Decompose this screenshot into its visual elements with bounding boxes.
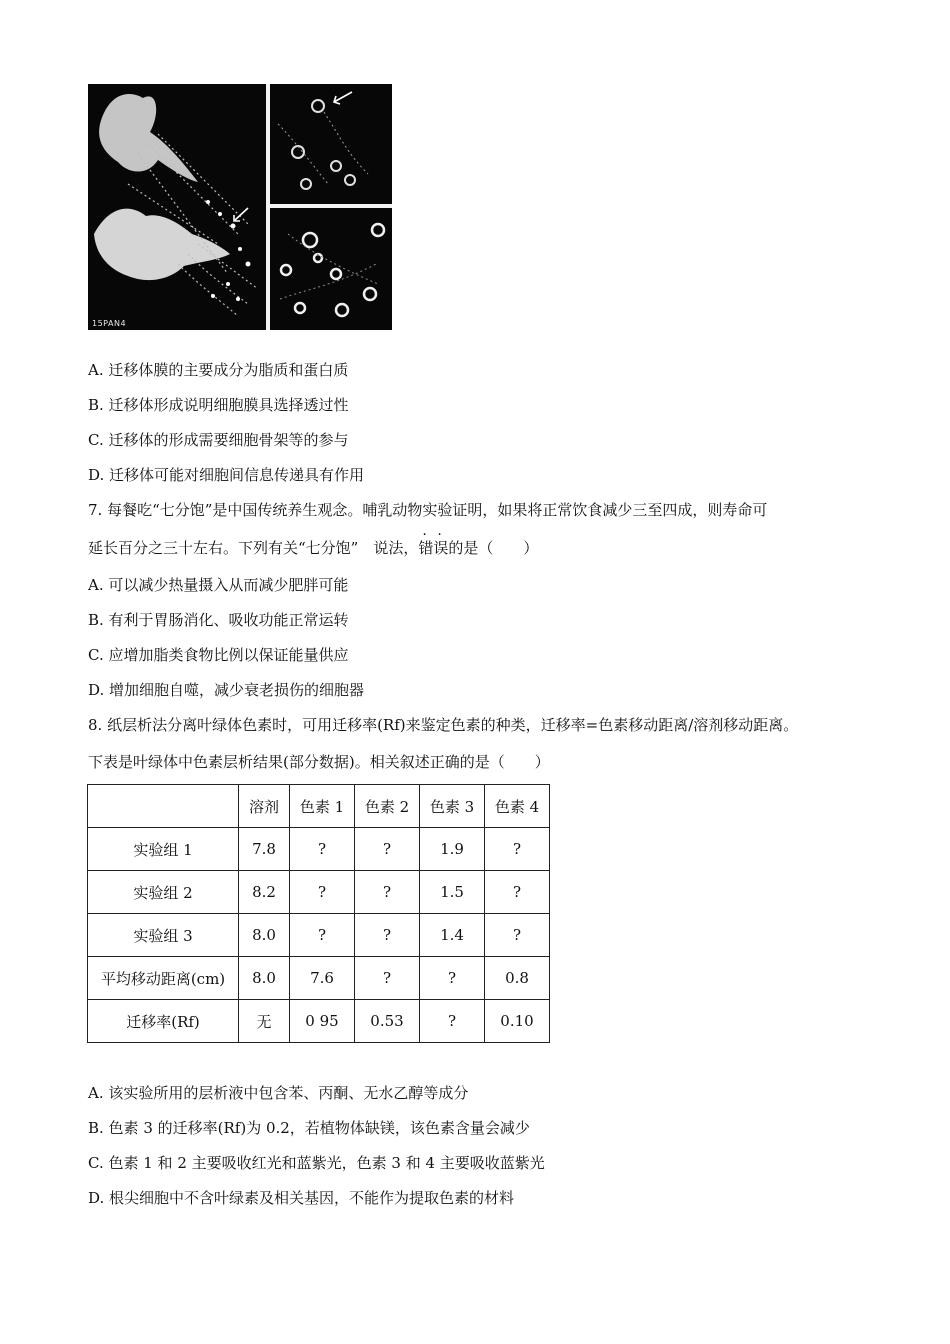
table-header-cell: 色素 3 bbox=[420, 785, 485, 828]
table-cell: ? bbox=[290, 914, 355, 957]
q7-stem-post: 的是（ ） bbox=[448, 539, 539, 557]
table-cell: 8.2 bbox=[239, 871, 290, 914]
q6-option-b: B. 迁移体形成说明细胞膜具选择透过性 bbox=[88, 396, 349, 414]
table-cell: 8.0 bbox=[239, 957, 290, 1000]
table-cell: 无 bbox=[239, 1000, 290, 1043]
table-cell: ? bbox=[290, 871, 355, 914]
table-cell: 1.5 bbox=[420, 871, 485, 914]
micrograph-figure bbox=[88, 84, 392, 330]
table-cell: 平均移动距离(cm) bbox=[88, 957, 239, 1000]
pigment-rf-table bbox=[87, 784, 550, 1043]
q6-option-d: D. 迁移体可能对细胞间信息传递具有作用 bbox=[88, 466, 365, 484]
table-header-cell: 色素 2 bbox=[355, 785, 420, 828]
micrograph-image bbox=[88, 84, 392, 330]
table-cell: 7.8 bbox=[239, 828, 290, 871]
figure-label: 15PAN4 bbox=[92, 319, 127, 328]
table-row bbox=[88, 957, 550, 1000]
table-cell: ? bbox=[355, 914, 420, 957]
table-cell: ? bbox=[420, 1000, 485, 1043]
table-cell: 1.4 bbox=[420, 914, 485, 957]
table-cell: 0.53 bbox=[355, 1000, 420, 1043]
table-cell: 实验组 2 bbox=[88, 871, 239, 914]
q8-option-c: C. 色素 1 和 2 主要吸收红光和蓝紫光，色素 3 和 4 主要吸收蓝紫光 bbox=[88, 1154, 545, 1172]
q7-option-d: D. 增加细胞自噬，减少衰老损伤的细胞器 bbox=[88, 681, 365, 699]
table-cell: ? bbox=[485, 871, 550, 914]
table-header-cell bbox=[88, 785, 239, 828]
q8-option-d: D. 根尖细胞中不含叶绿素及相关基因，不能作为提取色素的材料 bbox=[88, 1189, 515, 1207]
q7-stem-pre: 延长百分之三十左右。下列有关“七分饱” 说法， bbox=[88, 539, 419, 557]
table-row bbox=[88, 871, 550, 914]
q8-option-b: B. 色素 3 的迁移率(Rf)为 0.2，若植物体缺镁，该色素含量会减少 bbox=[88, 1119, 530, 1137]
q8-option-a: A. 该实验所用的层析液中包含苯、丙酮、无水乙醇等成分 bbox=[88, 1084, 469, 1102]
q8-stem-line1: 8. 纸层析法分离叶绿体色素时，可用迁移率(Rf)来鉴定色素的种类，迁移率=色素移动距离/溶剂移动距离。 bbox=[88, 716, 799, 734]
table-cell: 实验组 1 bbox=[88, 828, 239, 871]
q6-option-a: A. 迁移体膜的主要成分为脂质和蛋白质 bbox=[88, 361, 349, 379]
table-cell: 1.9 bbox=[420, 828, 485, 871]
q7-option-b: B. 有利于胃肠消化、吸收功能正常运转 bbox=[88, 611, 349, 629]
table-cell: 8.0 bbox=[239, 914, 290, 957]
table-header-cell: 色素 4 bbox=[485, 785, 550, 828]
table-cell: 实验组 3 bbox=[88, 914, 239, 957]
table-header-cell: 溶剂 bbox=[239, 785, 290, 828]
q8-stem-line2: 下表是叶绿体中色素层析结果(部分数据)。相关叙述正确的是（ ） bbox=[88, 753, 550, 771]
table-cell: ? bbox=[355, 828, 420, 871]
table-cell: 7.6 bbox=[290, 957, 355, 1000]
q7-option-a: A. 可以减少热量摄入从而减少肥胖可能 bbox=[88, 576, 349, 594]
table-header-cell: 色素 1 bbox=[290, 785, 355, 828]
table-cell: ? bbox=[485, 914, 550, 957]
table-row bbox=[88, 914, 550, 957]
q7-emphasis-char-2: 误 bbox=[433, 539, 449, 557]
table-cell: 0 95 bbox=[290, 1000, 355, 1043]
q7-emphasis-char-1: 错 bbox=[418, 539, 434, 557]
table-header-row bbox=[88, 785, 550, 828]
table-row bbox=[88, 1000, 550, 1043]
table-cell: ? bbox=[485, 828, 550, 871]
q7-stem-line2 bbox=[88, 538, 538, 558]
table-cell: ? bbox=[355, 957, 420, 1000]
q7-stem-line1: 7. 每餐吃“七分饱”是中国传统养生观念。哺乳动物实验证明，如果将正常饮食减少三至四成，则寿命可 bbox=[88, 501, 768, 519]
q6-option-c: C. 迁移体的形成需要细胞骨架等的参与 bbox=[88, 431, 349, 449]
table-cell: ? bbox=[420, 957, 485, 1000]
table-row bbox=[88, 828, 550, 871]
q7-option-c: C. 应增加脂类食物比例以保证能量供应 bbox=[88, 646, 349, 664]
table-cell: 0.10 bbox=[485, 1000, 550, 1043]
table-cell: 迁移率(Rf) bbox=[88, 1000, 239, 1043]
table-cell: 0.8 bbox=[485, 957, 550, 1000]
table-cell: ? bbox=[290, 828, 355, 871]
table-cell: ? bbox=[355, 871, 420, 914]
